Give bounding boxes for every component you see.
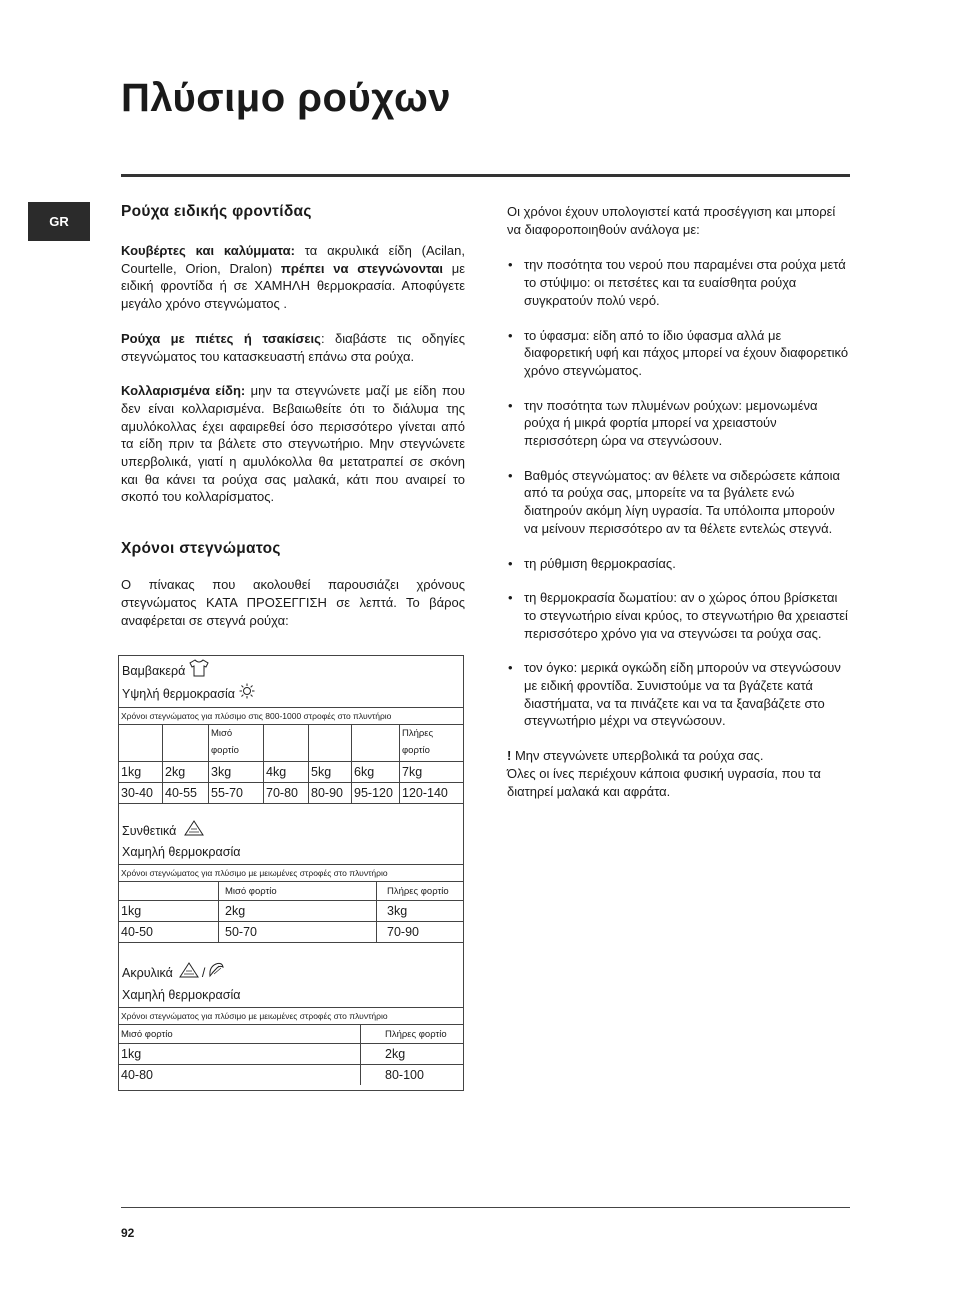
bullet-char: • xyxy=(508,327,513,343)
sun-icon xyxy=(239,683,255,705)
care-heading: Ρούχα ειδικής φροντίδας xyxy=(121,203,312,220)
cell: 55-70 xyxy=(209,783,264,804)
bullet-char: • xyxy=(508,660,513,676)
cell: 70-80 xyxy=(264,783,309,804)
list-item xyxy=(507,327,850,380)
cotton-full-load: Πλήρες φορτίο xyxy=(400,725,464,762)
bullet-text: την ποσότητα του νερού που παραμένει στα ρούχα μετά το στύψιμο: οι πετσέτες και τα ευαίσθητα ρούχα συγκρατούν πολύ νερό. xyxy=(524,257,846,308)
bullet-char: • xyxy=(508,397,513,413)
acrylic-time-row xyxy=(119,1065,464,1086)
cell: 30-40 xyxy=(119,783,163,804)
starched-text: μην τα στεγνώνετε μαζί με είδη που δεν είναι κολλαρισμένα. Βεβαιωθείτε ότι το διάλυμα της αμυλόκολλας έχει αφαιρεθεί όσο περισσότερο γίνεται από τα είδη πριν τα βάλετε στο στεγνωτήριο. Μην στεγνώνετε υπερβολικά, γιατί η αμυλόκολλα θα μετατραπεί σε σκόνη και θα κάνει τα ρούχα σας μαλακά, κάτι που αναιρεί το σκοπό του κολλαρίσματος. xyxy=(121,383,465,505)
blankets-bold: πρέπει να στεγνώνονται xyxy=(280,260,443,276)
right-column xyxy=(507,203,850,800)
cotton-table xyxy=(118,707,464,804)
drying-times-table xyxy=(118,655,464,1091)
cell: 1kg xyxy=(119,762,163,783)
shirt-icon xyxy=(189,659,209,683)
bullet-char: • xyxy=(508,590,513,606)
cotton-half-load: Μισό φορτίο xyxy=(209,725,264,762)
list-item xyxy=(507,256,850,309)
acrylic-temp: Χαμηλή θερμοκρασία xyxy=(122,988,241,1002)
acrylic-note: Χρόνοι στεγνώματος για πλύσιμο με μειωμένες στροφές στο πλυντήριο xyxy=(119,1008,464,1025)
iron-triangle-icon xyxy=(179,962,199,984)
cotton-section-header xyxy=(119,656,463,707)
cell: 2kg xyxy=(361,1044,464,1065)
page-number: 92 xyxy=(121,1226,135,1240)
starched-lead: Κολλαρισμένα είδη: xyxy=(121,383,246,399)
cell: 6kg xyxy=(352,762,400,783)
cotton-note: Χρόνοι στεγνώματος για πλύσιμο στις 800-1000 στροφές στο πλυντήριο xyxy=(119,708,464,725)
bullet-char: • xyxy=(508,467,513,483)
factors-list xyxy=(507,256,850,730)
synthetic-temp: Χαμηλή θερμοκρασία xyxy=(122,845,241,859)
cell: 40-80 xyxy=(119,1065,361,1086)
wool-icon xyxy=(207,961,225,985)
bottom-divider xyxy=(121,1207,850,1208)
bullet-text: Βαθμός στεγνώματος: αν θέλετε να σιδερώσετε κάποια από τα ρούχα σας, μπορείτε να τα βγάλετε ενώ διατηρούν ακόμη λίγη υγρασία. Τα υπόλοιπα μπορούν να μείνουν περισσότερο αν τα θέλετε εντελώς στεγνά. xyxy=(524,467,841,536)
list-item xyxy=(507,659,850,730)
list-item xyxy=(507,397,850,450)
bullet-text: τη ρύθμιση θερμοκρασίας. xyxy=(524,555,676,571)
cell: 7kg xyxy=(400,762,464,783)
bullet-text: τη θερμοκρασία δωματίου: αν ο χώρος όπου βρίσκεται το στεγνωτήριο είναι κρύος, το στεγνωτήριο θα χρειαστεί περισσότερο χρόνο για να στεγνώσει τα ρούχα σας. xyxy=(524,590,848,641)
list-item xyxy=(507,589,850,642)
cell: 40-55 xyxy=(163,783,209,804)
starched-paragraph xyxy=(121,382,465,506)
warning-note xyxy=(507,747,850,800)
left-column xyxy=(121,203,465,629)
cell: 4kg xyxy=(264,762,309,783)
slash: / xyxy=(201,966,206,980)
list-item xyxy=(507,467,850,538)
cell: 5kg xyxy=(309,762,352,783)
synthetic-label: Συνθετικά xyxy=(122,824,177,838)
cell: 80-100 xyxy=(361,1065,464,1086)
cell: 2kg xyxy=(163,762,209,783)
synthetic-full-load: Πλήρες φορτίο xyxy=(377,882,464,901)
synthetic-weight-row xyxy=(119,901,464,922)
cell: 40-50 xyxy=(119,922,219,943)
cotton-weight-row xyxy=(119,762,464,783)
blankets-lead: Κουβέρτες και καλύμματα: xyxy=(121,243,295,258)
cell: 120-140 xyxy=(400,783,464,804)
pleats-text: : διαβάστε τις οδηγίες στεγνώματος του κατασκευαστή επάνω στα ρούχα. xyxy=(121,330,465,364)
blankets-text-b: με ειδική φροντίδα ή σε ΧΑΜΗΛΗ θερμοκρασία. Αποφύγετε μεγάλο χρόνο στεγνώματος . xyxy=(121,260,465,312)
warning-text: Μην στεγνώνετε υπερβολικά τα ρούχα σας. xyxy=(511,748,764,764)
cell: 80-90 xyxy=(309,783,352,804)
pleats-lead: Ρούχα με πιέτες ή τσακίσεις xyxy=(121,330,321,346)
acrylic-table xyxy=(118,1007,464,1085)
synthetic-section-header xyxy=(119,804,463,864)
cell: 3kg xyxy=(209,762,264,783)
cell: 2kg xyxy=(219,901,377,922)
acrylic-section-header xyxy=(119,943,463,1007)
synthetic-time-row xyxy=(119,922,464,943)
acrylic-label: Ακρυλικά xyxy=(122,966,173,980)
cell: 70-90 xyxy=(377,922,464,943)
cell: 50-70 xyxy=(219,922,377,943)
acrylic-half-load: Μισό φορτίο xyxy=(119,1025,361,1044)
warning-text-2: Όλες οι ίνες περιέχουν κάποια φυσική υγρασία, που τα διατηρεί μαλακά και αφράτα. xyxy=(507,765,821,799)
bullet-text: την ποσότητα των πλυμένων ρούχων: μεμονωμένα ρούχα ή μικρά φορτία μπορεί να χρειαστούν περισσότερη ώρα να στεγνώσουν. xyxy=(524,397,818,449)
acrylic-full-load: Πλήρες φορτίο xyxy=(361,1025,464,1044)
bullet-text: τον όγκο: μερικά ογκώδη είδη μπορούν να στεγνώσουν με ειδική φροντίδα. Συνιστούμε να τα βγάζετε κατά διαστήματα, να τα πινάζετε και να τα ξαναβάζετε στο στεγνωτήριο μέχρι να στεγνώσουν. xyxy=(524,660,841,729)
cell: 1kg xyxy=(119,901,219,922)
bullet-char: • xyxy=(508,257,513,273)
acrylic-weight-row xyxy=(119,1044,464,1065)
blankets-paragraph xyxy=(121,242,465,313)
list-item xyxy=(507,555,850,573)
iron-triangle-icon xyxy=(184,820,204,842)
synthetic-note: Χρόνοι στεγνώματος για πλύσιμο με μειωμένες στροφές στο πλυντήριο xyxy=(119,865,464,882)
synthetic-half-load: Μισό φορτίο xyxy=(219,882,377,901)
synthetic-table xyxy=(118,864,464,943)
warning-mark: ! xyxy=(507,748,512,764)
top-divider xyxy=(121,174,850,177)
page-title: Πλύσιμο ρούχων xyxy=(121,76,451,120)
times-intro: Ο πίνακας που ακολουθεί παρουσιάζει χρόνους στεγνώματος ΚΑΤΑ ΠΡΟΣΕΓΓΙΣΗ σε λεπτά. Το βάρος αναφέρεται σε στεγνά ρούχα: xyxy=(121,577,465,628)
cell: 3kg xyxy=(377,901,464,922)
bullet-char: • xyxy=(508,555,513,571)
language-tab: GR xyxy=(28,202,90,241)
times-heading: Χρόνοι στεγνώματος xyxy=(121,540,281,558)
cotton-label: Βαμβακερά xyxy=(122,664,186,678)
bullet-text: το ύφασμα: είδη από το ίδιο ύφασμα αλλά με διαφορετική υφή και πάχος μπορεί να έχουν διαφορετικό χρόνο στεγνώματος. xyxy=(524,327,849,378)
factors-intro: Οι χρόνοι έχουν υπολογιστεί κατά προσέγγιση και μπορεί να διαφοροποιηθούν ανάλογα με: xyxy=(507,204,836,237)
cell: 1kg xyxy=(119,1044,361,1065)
cell: 95-120 xyxy=(352,783,400,804)
cotton-time-row xyxy=(119,783,464,804)
cotton-temp: Υψηλή θερμοκρασία xyxy=(122,687,235,701)
pleats-paragraph xyxy=(121,330,465,365)
blankets-text-a: τα ακρυλικά είδη (Acilan, Courtelle, Orion, Dralon) xyxy=(121,243,465,276)
